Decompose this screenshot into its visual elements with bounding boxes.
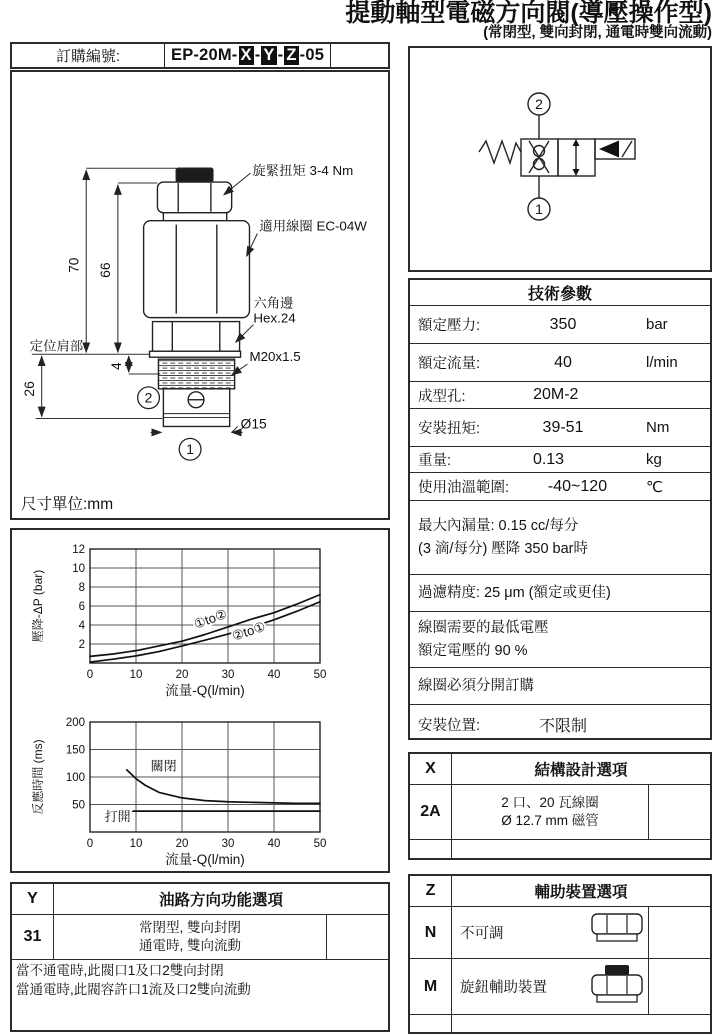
x-tick-label: 0 [86,838,94,850]
x-tick-label: 30 [221,669,235,681]
y-tick-label: 12 [72,544,85,556]
tech-row [410,306,710,344]
z-table-title: 輔助裝置選項 [534,884,628,901]
tech-params-header: 技術參數 [410,280,710,306]
x-tick-label: 30 [221,838,235,850]
nut-icon [588,910,646,952]
tech-row [410,668,710,705]
tech-row [410,612,710,668]
tech-row [410,344,710,382]
tech-row-line: 線圈需要的最低電壓 [418,620,549,637]
arrow-down-head [573,169,580,176]
z-table-header [410,876,710,907]
tech-row-label: 成型孔: [418,388,466,405]
shoulder-note: 定位肩部 [29,338,84,354]
y-table-row [12,915,388,960]
valve-top-nut [157,182,231,213]
tech-row-unit: Nm [646,419,670,436]
x-tick-label: 40 [267,838,281,850]
z-table-code: Z [410,876,452,906]
tech-row-unit: kg [646,451,662,468]
z-row-empty-cell [648,959,710,1014]
valve-knob [176,168,213,182]
y-footnote-line: 當不通電時,此閥口1及口2雙向封閉 [16,963,224,978]
z-row-description [452,959,648,1014]
symbol-port-2-label: 2 [535,96,543,112]
z-row-code [410,1015,452,1032]
tech-row-value: -40~120 [547,477,608,495]
y-row-line: 通電時, 雙向流動 [138,938,241,953]
order-code-text: - [254,46,261,64]
tech-row [410,575,710,612]
charts-panel [10,528,390,873]
y-axis-label: 壓降-ΔP (bar) [31,569,45,643]
valve-hex-section [153,322,240,352]
z-row-code: N [410,907,452,958]
title-block [345,0,712,41]
tech-row-line: 額定電壓的 90 % [418,642,528,659]
x-tick-label: 50 [313,838,327,850]
x-tick-label: 10 [129,838,143,850]
response-time-chart [12,710,388,876]
z-row-code: M [410,959,452,1014]
tech-row-unit: bar [646,316,668,333]
dim-26-label: 26 [20,381,37,397]
arrow-up-head [573,139,580,146]
tech-row-value: 350 [549,315,577,333]
z-table-row [410,907,710,959]
x-tick-label: 40 [267,669,281,681]
coil-note: 適用線圈 EC-04W [259,218,367,234]
order-code-text: EP-20M- [171,46,238,64]
tech-row-label: 額定流量: [418,356,481,372]
thread-note: M20x1.5 [249,349,301,365]
drawing-port-1-label: 1 [186,441,194,458]
z-option-table [408,874,712,1034]
dim-70-label: 70 [65,257,82,273]
tech-row-label: 額定壓力: [418,318,481,334]
tech-row-label: 重量: [418,453,452,469]
x-tick-label: 20 [175,669,189,681]
order-number-code [164,44,331,67]
series-label: ②to① [230,618,268,644]
z-table-row [410,1015,710,1032]
hex-note-line2: Hex.24 [253,310,296,326]
nut-body [592,914,642,934]
tech-row-line: 最大內漏量: 0.15 cc/每分 [418,518,579,535]
y-tick-label: 2 [78,639,85,651]
solenoid-triangle [599,141,619,158]
y-tick-label: 8 [78,582,85,594]
order-code-option-x: X [240,46,252,64]
y-tick-label: 50 [72,799,85,812]
page-title: 提動軸型電磁方向閥(導壓操作型) [345,0,712,27]
y-tick-label: 10 [72,563,85,575]
y-table-header [12,884,388,915]
y-table-footnote [12,960,388,1030]
order-code-option-y: Y [263,46,275,64]
tech-row-value: 40 [554,353,572,371]
z-table-row [410,959,710,1015]
tech-row [410,705,710,743]
tech-row-line: (3 滴/每分) 壓降 350 bar時 [418,540,589,557]
x-axis-label: 流量-Q(l/min) [165,683,245,698]
tech-row-value: 不限制 [539,717,588,735]
y-row-line: 常閉型, 雙向封閉 [138,919,241,935]
x-row-description [452,785,648,839]
nut-base [597,995,637,1002]
tech-row-line: 線圈必須分開訂購 [418,677,534,694]
tech-row [410,447,710,473]
y-tick-label: 100 [65,772,85,784]
z-row-empty-cell [648,907,710,958]
x-tick-label: 0 [86,669,94,681]
tech-row-value: 0.13 [532,450,565,468]
z-row-icon-wrap [588,964,646,1010]
torque-note: 旋緊扭矩 3-4 Nm [252,163,354,179]
symbol-port-1-label: 1 [535,201,543,217]
y-tick-label: 4 [78,620,85,632]
x-table-header [410,754,710,785]
hydraulic-symbol [410,48,710,270]
y-row-code: 31 [12,915,54,959]
x-row-empty-cell [648,785,710,839]
hydraulic-symbol-panel [408,46,712,272]
y-footnote-line: 當通電時,此閥容許口1流及口2雙向流動 [16,981,251,997]
x-tick-label: 20 [175,838,189,850]
z-row-label: 不可調 [460,926,504,942]
dimension-unit-note: 尺寸單位:mm [21,496,114,513]
order-spacer [331,44,388,67]
tech-row [410,409,710,447]
z-row-label: 旋鈕輔助裝置 [460,980,547,996]
z-row-description [452,1015,710,1032]
tech-row [410,382,710,409]
series-label: 關閉 [150,758,177,774]
y-tick-label: 200 [65,717,85,729]
series-label: ①to② [191,605,229,632]
y-row-description [54,915,326,959]
order-code-option-z: Z [286,46,297,64]
y-tick-label: 150 [65,744,85,757]
x-tick-label: 50 [313,669,327,681]
tech-row-unit: l/min [646,354,678,371]
tech-params-table [408,278,712,740]
tech-row-label: 使用油溫範圍: [418,480,510,496]
tech-row-label: 安裝扭矩: [418,421,481,437]
knob-part [605,965,629,975]
y-axis-label: 反應時間 (ms) [31,739,45,815]
y-option-table [10,882,390,1032]
pressure-drop-chart [12,533,388,705]
dim-diameter15-label: Ø15 [240,415,267,432]
valve-dimension-drawing [12,72,388,492]
y-table-title: 油路方向功能選項 [158,892,283,909]
x-table-title: 結構設計選項 [534,762,628,779]
dimension-drawing-panel [10,70,390,520]
tech-row-unit: ℃ [646,478,663,496]
order-number-box [10,42,390,69]
x-tick-label: 10 [129,669,143,681]
x-row-line: 2 口、20 瓦線圈 [501,794,599,810]
nut-base [597,934,637,941]
tech-row [410,473,710,501]
x-table-code: X [410,754,452,784]
tech-row-line: 過濾精度: 25 μm (額定或更佳) [418,584,611,601]
order-code-text: - [277,46,284,64]
dim-4-label: 4 [107,362,124,370]
series-curve [127,770,320,804]
y-row-empty-cell [326,915,388,959]
tech-row-value: 20M-2 [533,386,579,403]
tech-row [410,501,710,575]
knob-nut-icon [588,964,646,1006]
x-row-code: 2A [410,785,452,839]
x-row-line: Ø 12.7 mm 磁管 [501,813,599,829]
valve-coil-body [144,221,250,318]
hex-note-line1: 六角邊 [253,295,294,311]
tech-row-label: 安裝位置: [418,717,481,734]
dim-66-label: 66 [96,262,113,278]
tech-row-value: 39-51 [542,418,584,436]
x-row-code [410,840,452,858]
x-table-row [410,840,710,858]
x-table-row [410,785,710,840]
x-axis-label: 流量-Q(l/min) [165,852,245,867]
nut-body [592,975,642,995]
x-row-description [452,840,710,858]
z-row-icon-wrap [588,910,646,956]
order-code-text: -05 [299,46,325,64]
x-option-table [408,752,712,860]
valve-thread-section [158,359,234,389]
drawing-port-2-label: 2 [144,389,153,406]
y-table-code: Y [12,884,54,914]
y-tick-label: 6 [78,601,85,613]
series-label: 打開 [104,809,131,824]
z-row-description [452,907,648,958]
order-number-label: 訂購編號: [55,48,121,65]
page-subtitle: (常閉型, 雙向封閉, 通電時雙向流動) [483,25,712,42]
